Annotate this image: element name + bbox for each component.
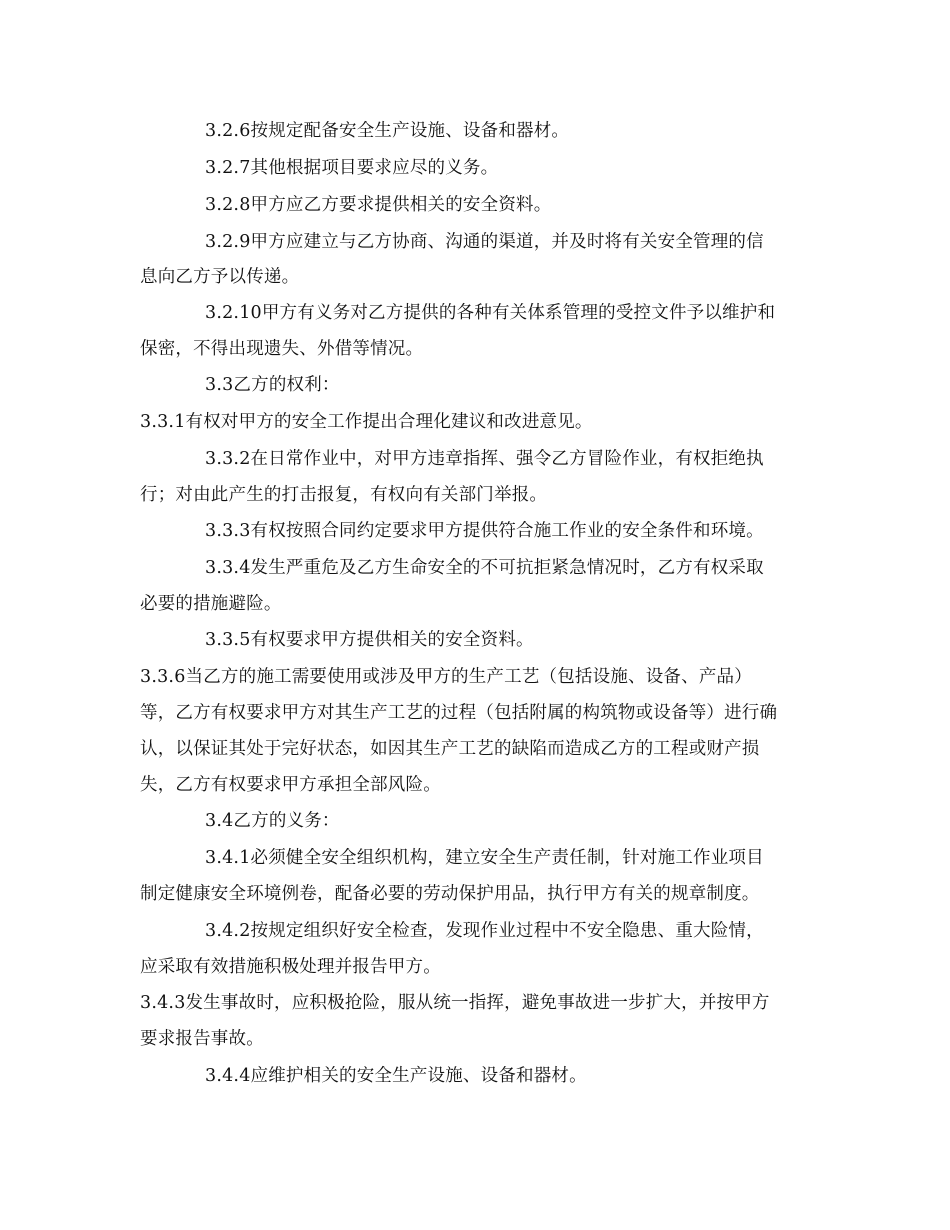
section-heading: 3.3乙方的权利： [205, 375, 340, 395]
text-line: 3.3.3有权按照合同约定要求甲方提供符合施工作业的安全条件和环境。 [205, 521, 764, 541]
text-line: 3.3.4发生严重危及乙方生命安全的不可抗拒紧急情况时，乙方有权采取 [205, 558, 764, 578]
text-line: 失，乙方有权要求甲方承担全部风险。 [140, 775, 441, 795]
text-line: 制定健康安全环境例卷，配备必要的劳动保护用品，执行甲方有关的规章制度。 [140, 884, 760, 904]
text-line: 3.3.6当乙方的施工需要使用或涉及甲方的生产工艺（包括设施、设备、产品） [140, 667, 752, 687]
text-line: 必要的措施避险。 [140, 594, 282, 614]
text-line: 3.2.9甲方应建立与乙方协商、沟通的渠道，并及时将有关安全管理的信 [205, 232, 764, 252]
text-line: 3.2.10甲方有义务对乙方提供的各种有关体系管理的受控文件予以维护和 [205, 303, 776, 323]
text-line: 3.3.1有权对甲方的安全工作提出合理化建议和改进意见。 [140, 412, 593, 432]
text-line: 认，以保证其处于完好状态，如因其生产工艺的缺陷而造成乙方的工程或财产损 [140, 739, 760, 759]
text-line: 息向乙方予以传递。 [140, 267, 300, 287]
text-line: 保密，不得出现遗失、外借等情况。 [140, 339, 424, 359]
text-line: 等，乙方有权要求甲方对其生产工艺的过程（包括附属的构筑物或设备等）进行确 [140, 703, 778, 723]
section-heading: 3.4乙方的义务： [205, 811, 340, 831]
text-line: 3.2.6按规定配备安全生产设施、设备和器材。 [205, 121, 570, 141]
text-line: 应采取有效措施积极处理并报告甲方。 [140, 957, 441, 977]
text-line: 3.4.4应维护相关的安全生产设施、设备和器材。 [205, 1066, 587, 1086]
text-line: 要求报告事故。 [140, 1029, 264, 1049]
text-line: 3.4.2按规定组织好安全检查，发现作业过程中不安全隐患、重大险情， [205, 921, 764, 941]
text-line: 3.4.1必须健全安全组织机构，建立安全生产责任制，针对施工作业项目 [205, 848, 764, 868]
text-line: 行；对由此产生的打击报复，有权向有关部门举报。 [140, 485, 548, 505]
text-line: 3.3.2在日常作业中，对甲方违章指挥、强令乙方冒险作业，有权拒绝执 [205, 449, 764, 469]
text-line: 3.3.5有权要求甲方提供相关的安全资料。 [205, 630, 534, 650]
text-line: 3.2.8甲方应乙方要求提供相关的安全资料。 [205, 195, 552, 215]
text-line: 3.2.7其他根据项目要求应尽的义务。 [205, 158, 499, 178]
text-line: 3.4.3发生事故时，应积极抢险，服从统一指挥，避免事故进一步扩大，并按甲方 [140, 993, 770, 1013]
